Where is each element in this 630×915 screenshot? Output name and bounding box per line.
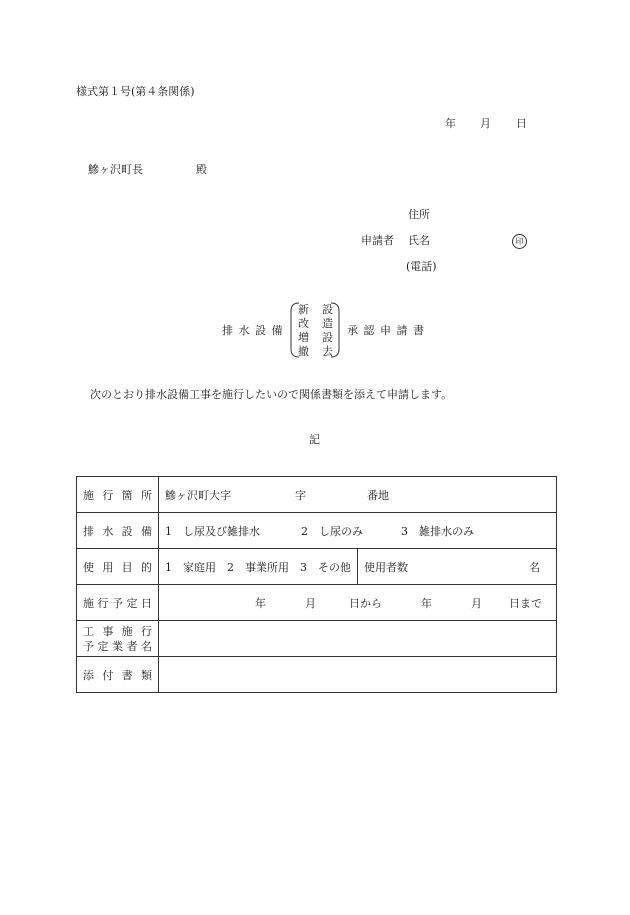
bracket-lines <box>289 302 341 360</box>
title-char: 撤 <box>298 345 309 358</box>
title-char: 増 <box>298 331 309 344</box>
applicant-label: 申請者 <box>361 234 394 247</box>
facility-cell[interactable] <box>159 513 557 549</box>
attachments-label: 添付書類 <box>77 657 159 693</box>
form-number: 様式第１号(第４条関係) <box>76 85 195 98</box>
table-row <box>77 585 557 621</box>
addressee-name: 鰺ヶ沢町長 <box>88 163 143 176</box>
attachments-cell[interactable] <box>159 657 557 693</box>
title-char: 去 <box>322 345 333 358</box>
schedule-year-1: 年 <box>255 596 266 610</box>
location-cell[interactable] <box>159 477 557 513</box>
title-char: 設 <box>322 331 333 344</box>
body-text: 次のとおり排水設備工事を施行したいので関係書類を添えて申請します。 <box>90 388 453 401</box>
purpose-label: 使用目的 <box>77 549 159 585</box>
contractor-label <box>77 621 159 657</box>
schedule-year-2: 年 <box>421 596 432 610</box>
schedule-from: 日から <box>349 596 382 610</box>
table-row <box>77 621 557 657</box>
facility-option-1[interactable]: 1 し尿及び雑排水 <box>165 524 260 538</box>
users-unit: 名 <box>529 560 540 574</box>
title-char: 改 <box>298 317 309 330</box>
facility-option-2[interactable]: 2 し尿のみ <box>301 524 363 538</box>
title-char: 新 <box>298 303 309 316</box>
date-month-label: 月 <box>480 117 491 130</box>
seal-mark: 印 <box>512 234 527 249</box>
title-bracket-group <box>289 302 341 358</box>
users-cell[interactable] <box>358 549 557 585</box>
contractor-cell[interactable] <box>159 621 557 657</box>
schedule-month-2: 月 <box>471 596 482 610</box>
title-char: 設 <box>322 303 333 316</box>
schedule-label: 施行予定日 <box>77 585 159 621</box>
facility-option-3[interactable]: 3 雑排水のみ <box>401 524 474 538</box>
application-table <box>76 476 557 693</box>
schedule-month-1: 月 <box>305 596 316 610</box>
table-row <box>77 549 557 585</box>
purpose-options[interactable]: 1 家庭用 2 事業所用 3 その他 <box>159 549 358 585</box>
ki-label: 記 <box>309 433 320 446</box>
table-row <box>77 657 557 693</box>
contractor-label-line1: 工事施行 <box>83 624 152 638</box>
table-row <box>77 477 557 513</box>
name-label: 氏名 <box>408 234 430 247</box>
facility-label: 排水設備 <box>77 513 159 549</box>
location-town: 鰺ヶ沢町大字 <box>165 488 231 502</box>
title-column-1 <box>298 304 309 358</box>
users-label: 使用者数 <box>364 560 408 574</box>
table-row <box>77 513 557 549</box>
location-banchi: 番地 <box>367 488 389 502</box>
addressee-honorific: 殿 <box>196 163 207 176</box>
date-year-label: 年 <box>445 117 456 130</box>
title-char: 造 <box>322 317 333 330</box>
contractor-label-line2: 予定業者名 <box>83 639 152 653</box>
title-suffix: 承認申請書 <box>347 324 430 337</box>
date-day-label: 日 <box>516 117 527 130</box>
schedule-until: 日まで <box>509 596 542 610</box>
location-label: 施行箇所 <box>77 477 159 513</box>
schedule-cell[interactable] <box>159 585 557 621</box>
address-label: 住所 <box>408 208 430 221</box>
phone-label: (電話) <box>406 260 437 273</box>
location-aza: 字 <box>295 488 306 502</box>
title-column-2 <box>322 304 333 358</box>
title-prefix: 排水設備 <box>222 324 288 337</box>
